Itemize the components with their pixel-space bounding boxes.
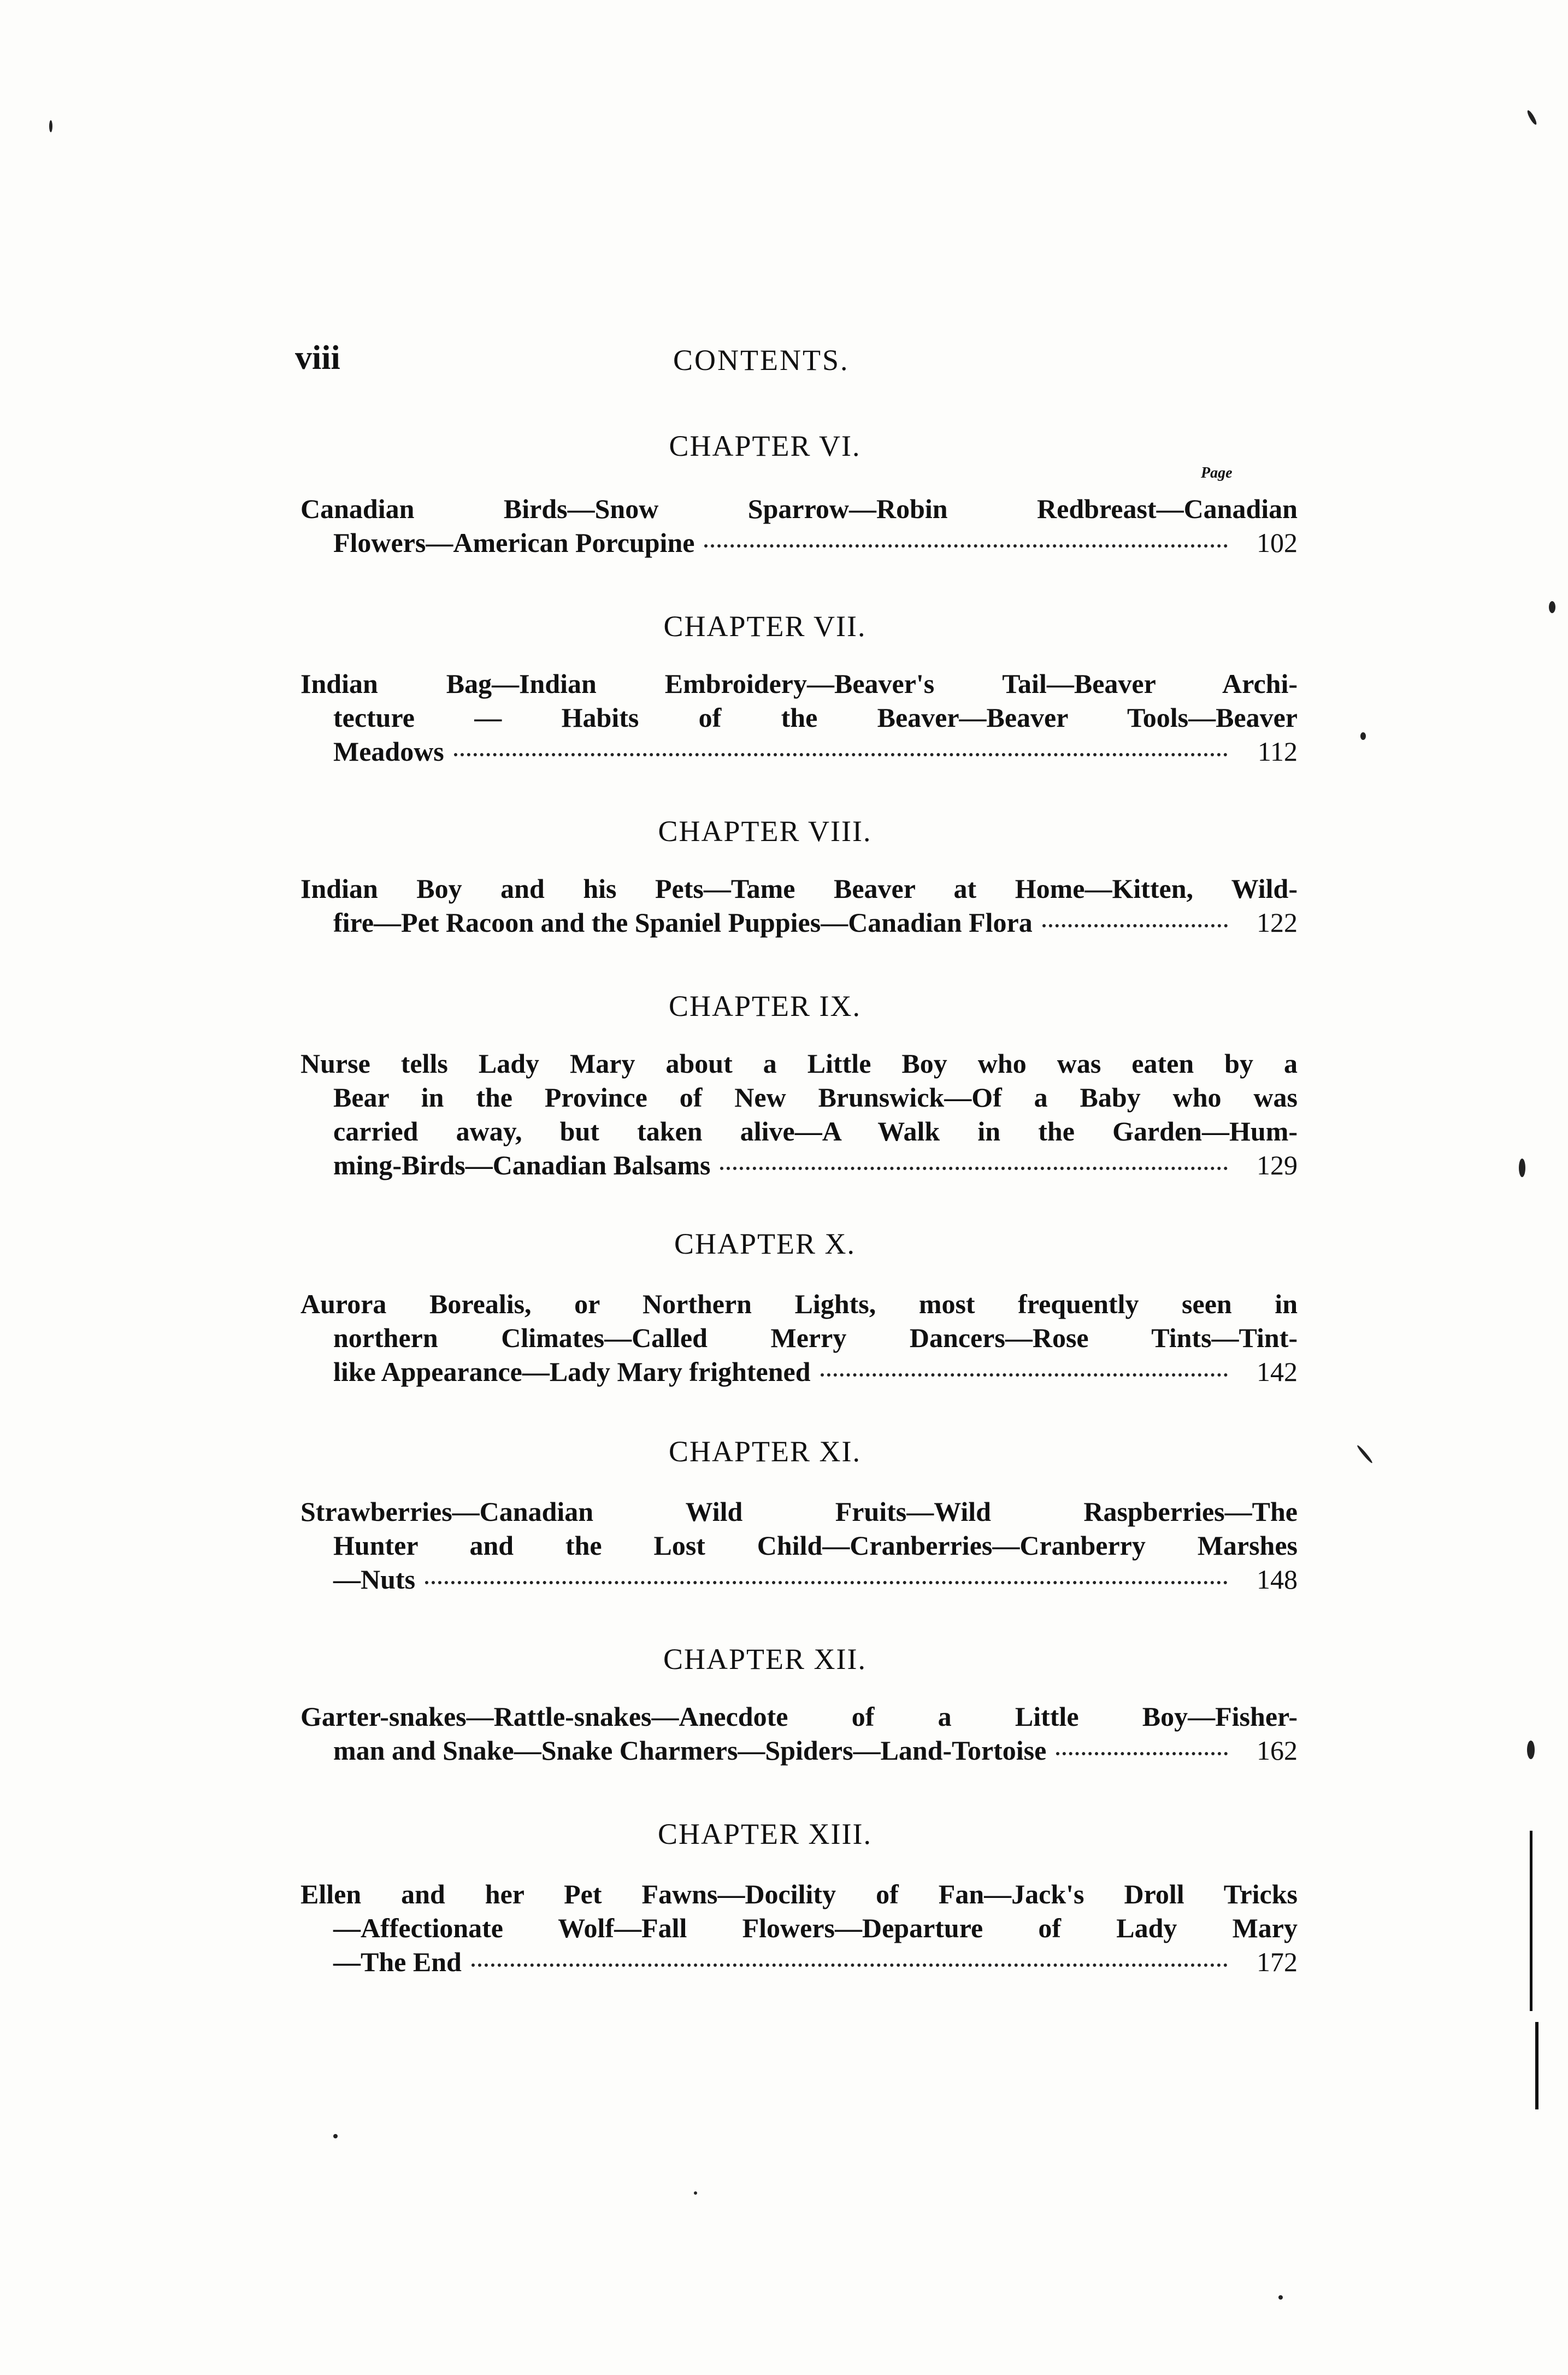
scan-speck	[1519, 1159, 1525, 1177]
page-ref: 102	[1257, 527, 1298, 558]
entry-line: Nurse tells Lady Mary about a Little Boy who was eaten by a	[300, 1048, 1298, 1079]
scan-speck	[1356, 1444, 1374, 1464]
chapter-heading: CHAPTER XI.	[668, 1435, 861, 1468]
entry-line: Flowers—American Porcupine	[333, 527, 695, 558]
toc-entry	[300, 1700, 1298, 1767]
entry-line: —Nuts	[333, 1564, 416, 1595]
scan-speck	[49, 120, 52, 132]
entry-line: Garter-snakes—Rattle-snakes—Anecdote of a Little Boy—Fisher-	[300, 1701, 1298, 1732]
scan-speck	[694, 2191, 697, 2195]
toc-entry	[300, 1495, 1298, 1596]
page-ref: 172	[1257, 1947, 1298, 1977]
page-ref: 142	[1257, 1356, 1298, 1387]
page-ref: 148	[1257, 1564, 1298, 1595]
dot-leader	[720, 1167, 1228, 1170]
scan-speck	[1278, 2295, 1283, 2300]
entry-line: Meadows	[333, 736, 444, 767]
dot-leader	[1042, 924, 1228, 927]
entry-line: Indian Boy and his Pets—Tame Beaver at Home—Kitten, Wild-	[300, 873, 1298, 904]
entry-last-line	[300, 1562, 1298, 1596]
entry-last-line	[300, 1355, 1298, 1389]
entry-line: ming-Birds—Canadian Balsams	[333, 1150, 711, 1180]
scan-speck	[1526, 109, 1538, 126]
entry-line: Canadian Birds—Snow Sparrow—Robin Redbreast—Canadian	[300, 493, 1298, 524]
entry-last-line	[300, 1733, 1298, 1767]
entry-line: Strawberries—Canadian Wild Fruits—Wild Raspberries—The	[300, 1496, 1298, 1527]
toc-entry	[300, 1877, 1298, 1979]
chapter-heading: CHAPTER IX.	[668, 990, 861, 1022]
scan-edge-line	[1530, 1831, 1532, 2011]
scan-speck	[1527, 1741, 1535, 1759]
dot-leader	[425, 1581, 1228, 1584]
entry-line: tecture — Habits of the Beaver—Beaver Tools—Beaver	[333, 702, 1298, 733]
toc-entry	[300, 667, 1298, 768]
page-number: viii	[295, 339, 340, 377]
entry-line: carried away, but taken alive—A Walk in the Garden—Hum-	[333, 1116, 1298, 1147]
toc-entry	[300, 872, 1298, 939]
chapter-heading: CHAPTER X.	[674, 1227, 856, 1260]
dot-leader	[1056, 1752, 1228, 1755]
entry-line: Indian Bag—Indian Embroidery—Beaver's Tail—Beaver Archi-	[300, 668, 1298, 699]
entry-last-line	[300, 526, 1298, 560]
entry-last-line	[300, 1148, 1298, 1182]
dot-leader	[704, 544, 1228, 548]
dot-leader	[821, 1373, 1228, 1377]
entry-line: man and Snake—Snake Charmers—Spiders—Land-Tortoise	[333, 1735, 1047, 1766]
entry-line: northern Climates—Called Merry Dancers—Rose Tints—Tint-	[333, 1322, 1298, 1353]
entry-last-line	[300, 906, 1298, 939]
page-ref: 129	[1257, 1150, 1298, 1180]
page-column-label: Page	[1201, 465, 1233, 481]
entry-last-line	[300, 734, 1298, 768]
entry-line: Ellen and her Pet Fawns—Docility of Fan—Jack's Droll Tricks	[300, 1879, 1298, 1909]
page-ref: 162	[1257, 1735, 1298, 1766]
chapter-heading: CHAPTER XII.	[663, 1643, 866, 1676]
scan-speck	[1360, 732, 1366, 740]
entry-line: fire—Pet Racoon and the Spaniel Puppies—Canadian Flora	[333, 907, 1033, 938]
dot-leader	[454, 753, 1228, 756]
entry-line: Bear in the Province of New Brunswick—Of a Baby who was	[333, 1082, 1298, 1113]
entry-line: like Appearance—Lady Mary frightened	[333, 1356, 811, 1387]
chapter-heading: CHAPTER XIII.	[658, 1818, 872, 1850]
scan-speck	[1549, 601, 1555, 613]
page-ref: 112	[1257, 736, 1298, 767]
toc-entry	[300, 1047, 1298, 1182]
entry-line: —Affectionate Wolf—Fall Flowers—Departure of Lady Mary	[333, 1913, 1298, 1943]
dot-leader	[471, 1964, 1228, 1967]
entry-last-line	[300, 1945, 1298, 1979]
entry-line: —The End	[333, 1947, 462, 1977]
scan-speck	[333, 2134, 338, 2138]
toc-entry	[300, 492, 1298, 560]
entry-line: Aurora Borealis, or Northern Lights, most frequently seen in	[300, 1289, 1298, 1319]
chapter-heading: CHAPTER VII.	[663, 610, 866, 643]
chapter-heading: CHAPTER VIII.	[658, 815, 872, 848]
running-head: CONTENTS.	[673, 344, 850, 377]
scan-edge-line	[1535, 2022, 1538, 2109]
entry-line: Hunter and the Lost Child—Cranberries—Cranberry Marshes	[333, 1530, 1298, 1561]
chapter-heading: CHAPTER VI.	[669, 430, 861, 462]
page-ref: 122	[1257, 907, 1298, 938]
toc-entry	[300, 1287, 1298, 1389]
